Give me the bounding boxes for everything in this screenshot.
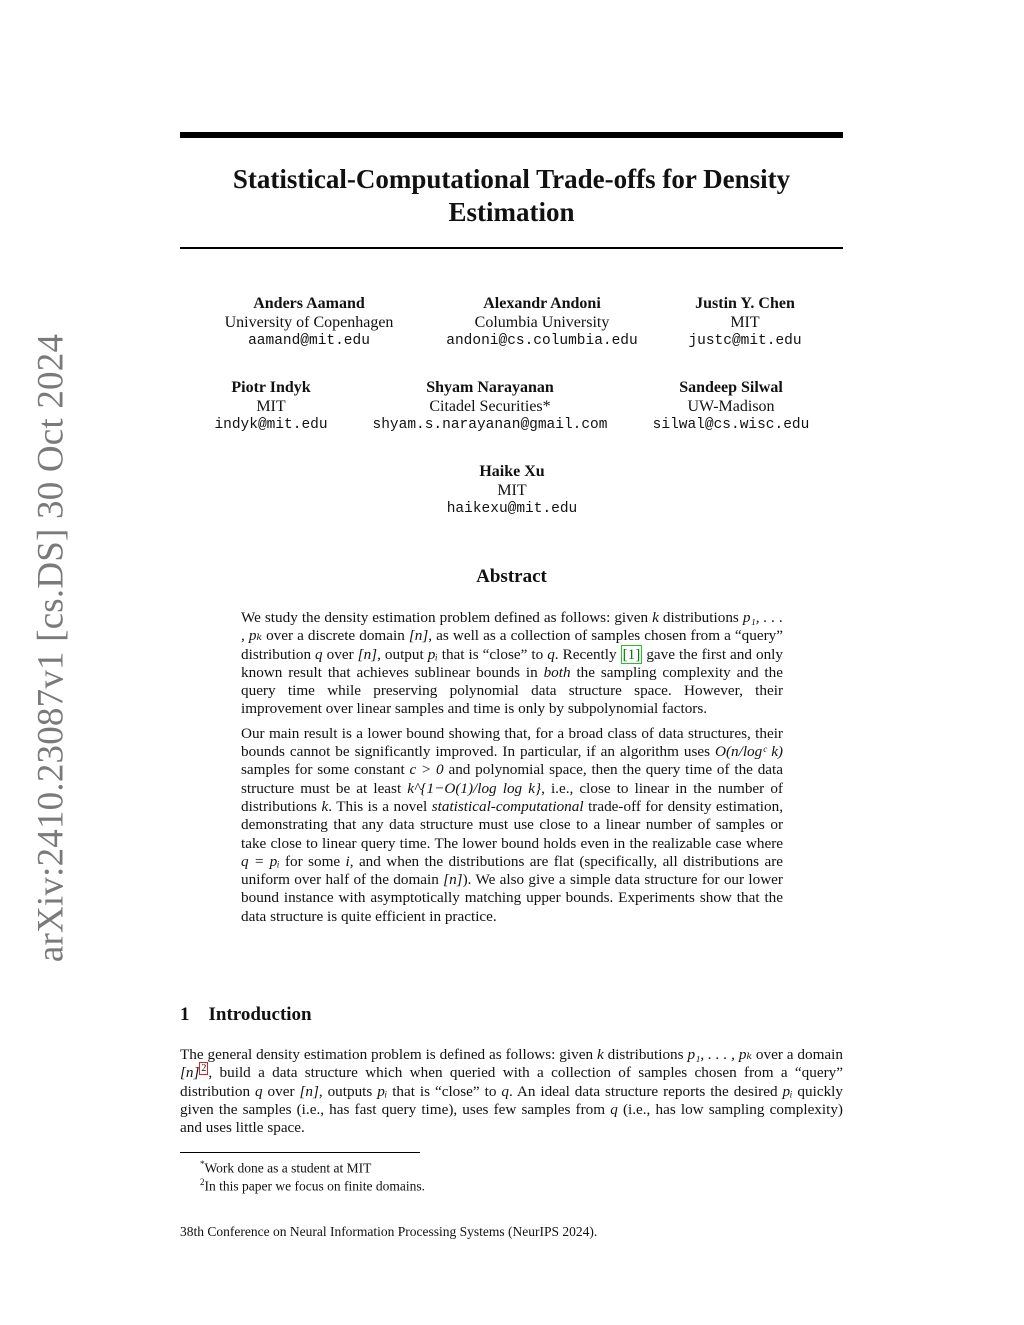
footnote: *Work done as a student at MIT [200,1159,372,1176]
footnote-divider [180,1152,420,1153]
author-email[interactable]: silwal@cs.wisc.edu [652,417,810,433]
author-email[interactable]: andoni@cs.columbia.edu [446,333,638,349]
abstract-paragraph: Our main result is a lower bound showing that, for a broad class of data structures, their bounds cannot be significantly improved. In particular, if an algorithm uses O(n/logᶜ k) samples for some constant c > 0 and polynomial space, then the query time of the data structure must be at least k^{1−O(1)/log log k}, i.e., close to linear in the number of distributions k. This is a novel statistical-computational trade-off for density estimation, demonstrating that any data structure must use close to a linear number of samples or take close to linear query time. The lower bound holds even in the realizable case where q = pᵢ for some i, and when the distributions are flat (specifically, all distributions are uniform over half of the domain [n]). We also give a simple data structure for our lower bound instance with asymptotically matching upper bounds. Experiments show that the data structure is quite efficient in practice. [241,724,783,925]
author-email[interactable]: shyam.s.narayanan@gmail.com [372,417,608,433]
introduction-heading [180,1004,312,1026]
author-block [688,295,801,351]
author-block [653,379,810,435]
footnote-link[interactable]: 2 [201,1063,207,1075]
author-block [225,295,394,351]
abstract-paragraph: We study the density estimation problem defined as follows: given k distributions p₁, . . . , pₖ over a discrete domain [n], as well as a collection of samples chosen from a “query” distribution q over [n], output pᵢ that is “close” to q. Recently [1] gave the first and only known result that achieves sublinear bounds in both the sampling complexity and the query time while preserving polynomial data structure space. However, their improvement over linear samples and time is only by subpolynomial factors. [241,609,784,718]
author-affiliation: University of Copenhagen [224,313,394,331]
author-name: Sandeep Silwal [679,379,783,396]
author-name: Shyam Narayanan [426,379,554,396]
author-affiliation: Citadel Securities* [429,397,551,415]
author-email[interactable]: aamand@mit.edu [248,333,370,349]
author-name: Justin Y. Chen [695,295,795,312]
author-affiliation: Columbia University [474,313,610,331]
citation-link[interactable]: [1] [622,645,641,663]
author-email[interactable]: justc@mit.edu [688,333,802,349]
author-affiliation: MIT [497,481,527,499]
arxiv-identifier: arXiv:2410.23087v1 [cs.DS] 30 Oct 2024 [30,333,72,963]
author-email[interactable]: haikexu@mit.edu [446,501,578,517]
venue-note: 38th Conference on Neural Information Processing Systems (NeurIPS 2024). [180,1224,598,1239]
title-top-rule [180,132,843,138]
author-name: Haike Xu [479,463,545,480]
introduction-body [180,1046,843,1137]
author-block [373,379,608,435]
abstract-heading: Abstract [476,566,547,587]
author-name: Anders Aamand [253,295,365,312]
title-bottom-rule [180,247,843,249]
author-name: Alexandr Andoni [483,295,601,312]
author-affiliation: MIT [730,313,760,331]
section-number: 1 [180,1004,190,1025]
author-block [447,463,578,519]
section-title: Introduction [208,1004,312,1025]
paper-title: Statistical-Computational Trade-offs for Density Estimation [232,164,791,227]
author-affiliation: MIT [256,397,286,415]
author-block [214,379,327,435]
author-name: Piotr Indyk [231,379,311,396]
footnote: $^2$In this paper we focus on finite domains. [200,1177,425,1194]
author-email[interactable]: indyk@mit.edu [214,417,328,433]
author-block [446,295,637,351]
author-affiliation: UW-Madison [687,397,775,415]
introduction-paragraph: The general density estimation problem is defined as follows: given k distributions p₁, . . . , pₖ over a domain [n] $^2$ , build a data structure which when queried with a collection of samples chosen from a “query” distribution q over [n], outputs pᵢ that is “close” to q. An ideal data structure reports the desired pᵢ quickly given the samples (i.e., has fast query time), uses few samples from q (i.e., has low sampling complexity) and uses little space. [180,1046,843,1137]
abstract-body [241,609,783,932]
